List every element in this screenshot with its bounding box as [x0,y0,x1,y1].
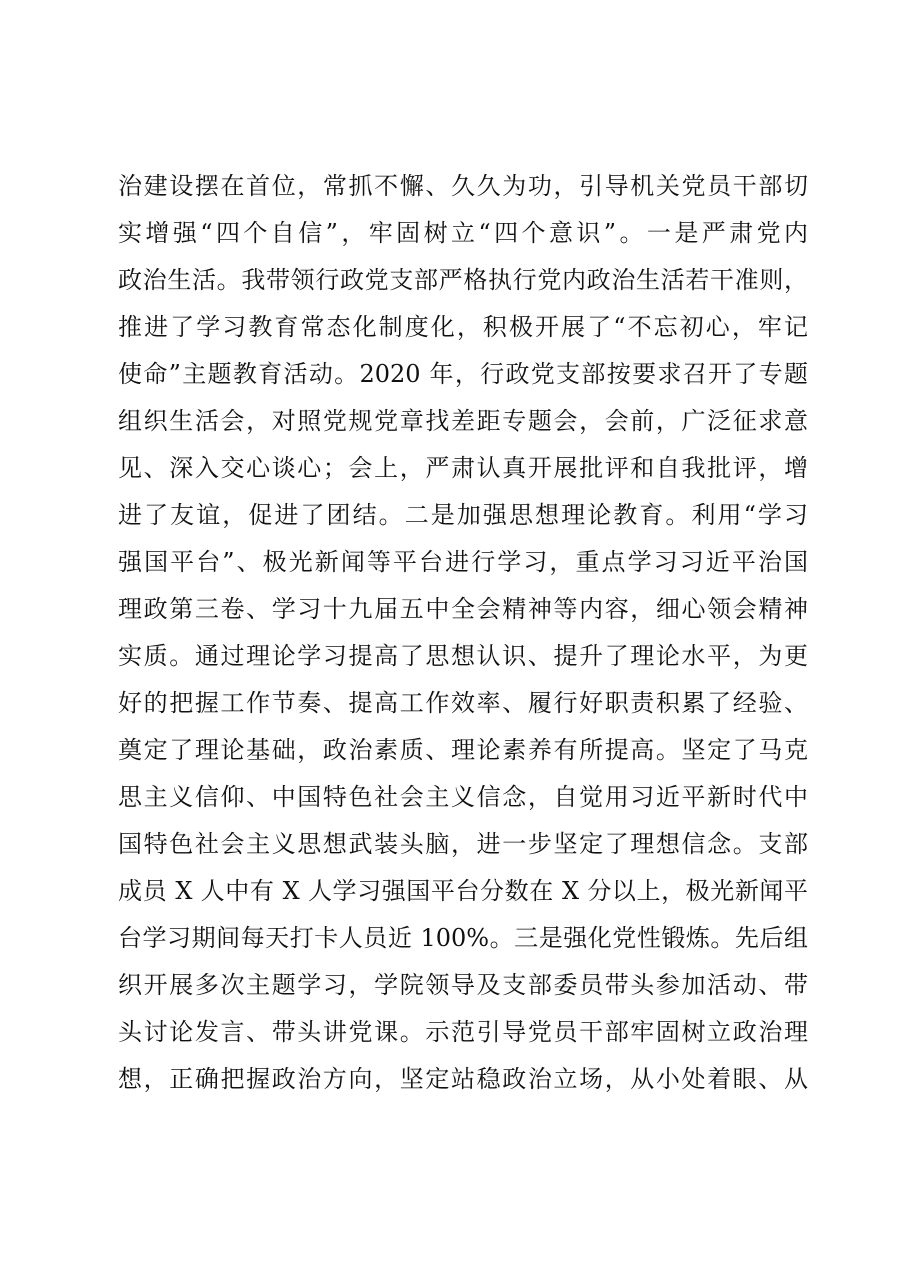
text-line: 见、深入交心谈心；会上，严肃认真开展批评和自我批评，增 [118,454,808,482]
text-line: 国特色社会主义思想武装头脑，进一步坚定了理想信念。支部 [118,830,808,858]
text-line: 政治生活。我带领行政党支部严格执行党内政治生活若干准则， [118,266,808,294]
text-line: 织开展多次主题学习，学院领导及支部委员带头参加活动、带 [118,971,808,999]
text-line: 思主义信仰、中国特色社会主义信念，自觉用习近平新时代中 [118,783,808,811]
text-line: 进了友谊，促进了团结。二是加强思想理论教育。利用“学习 [118,501,808,529]
text-line: 使命”主题教育活动。2020 年，行政党支部按要求召开了专题 [118,360,808,388]
text-line: 实质。通过理论学习提高了思想认识、提升了理论水平，为更 [118,642,808,670]
text-line: 奠定了理论基础，政治素质、理论素养有所提高。坚定了马克 [118,736,808,764]
text-line: 想，正确把握政治方向，坚定站稳政治立场，从小处着眼、从 [118,1065,808,1093]
text-line: 强国平台”、极光新闻等平台进行学习，重点学习习近平治国 [118,548,808,576]
text-line: 治建设摆在首位，常抓不懈、久久为功，引导机关党员干部切 [118,172,808,200]
text-line: 成员 X 人中有 X 人学习强国平台分数在 X 分以上，极光新闻平 [118,877,808,905]
text-line: 推进了学习教育常态化制度化，积极开展了“不忘初心，牢记 [118,313,808,341]
text-line: 头讨论发言、带头讲党课。示范引导党员干部牢固树立政治理 [118,1018,808,1046]
text-line: 台学习期间每天打卡人员近 100%。三是强化党性锻炼。先后组 [118,924,808,952]
text-line: 理政第三卷、学习十九届五中全会精神等内容，细心领会精神 [118,595,808,623]
text-line: 实增强“四个自信”，牢固树立“四个意识”。一是严肃党内 [118,219,808,247]
text-line: 组织生活会，对照党规党章找差距专题会，会前，广泛征求意 [118,407,808,435]
body-text [118,163,808,1103]
text-line: 好的把握工作节奏、提高工作效率、履行好职责积累了经验、 [118,689,808,717]
